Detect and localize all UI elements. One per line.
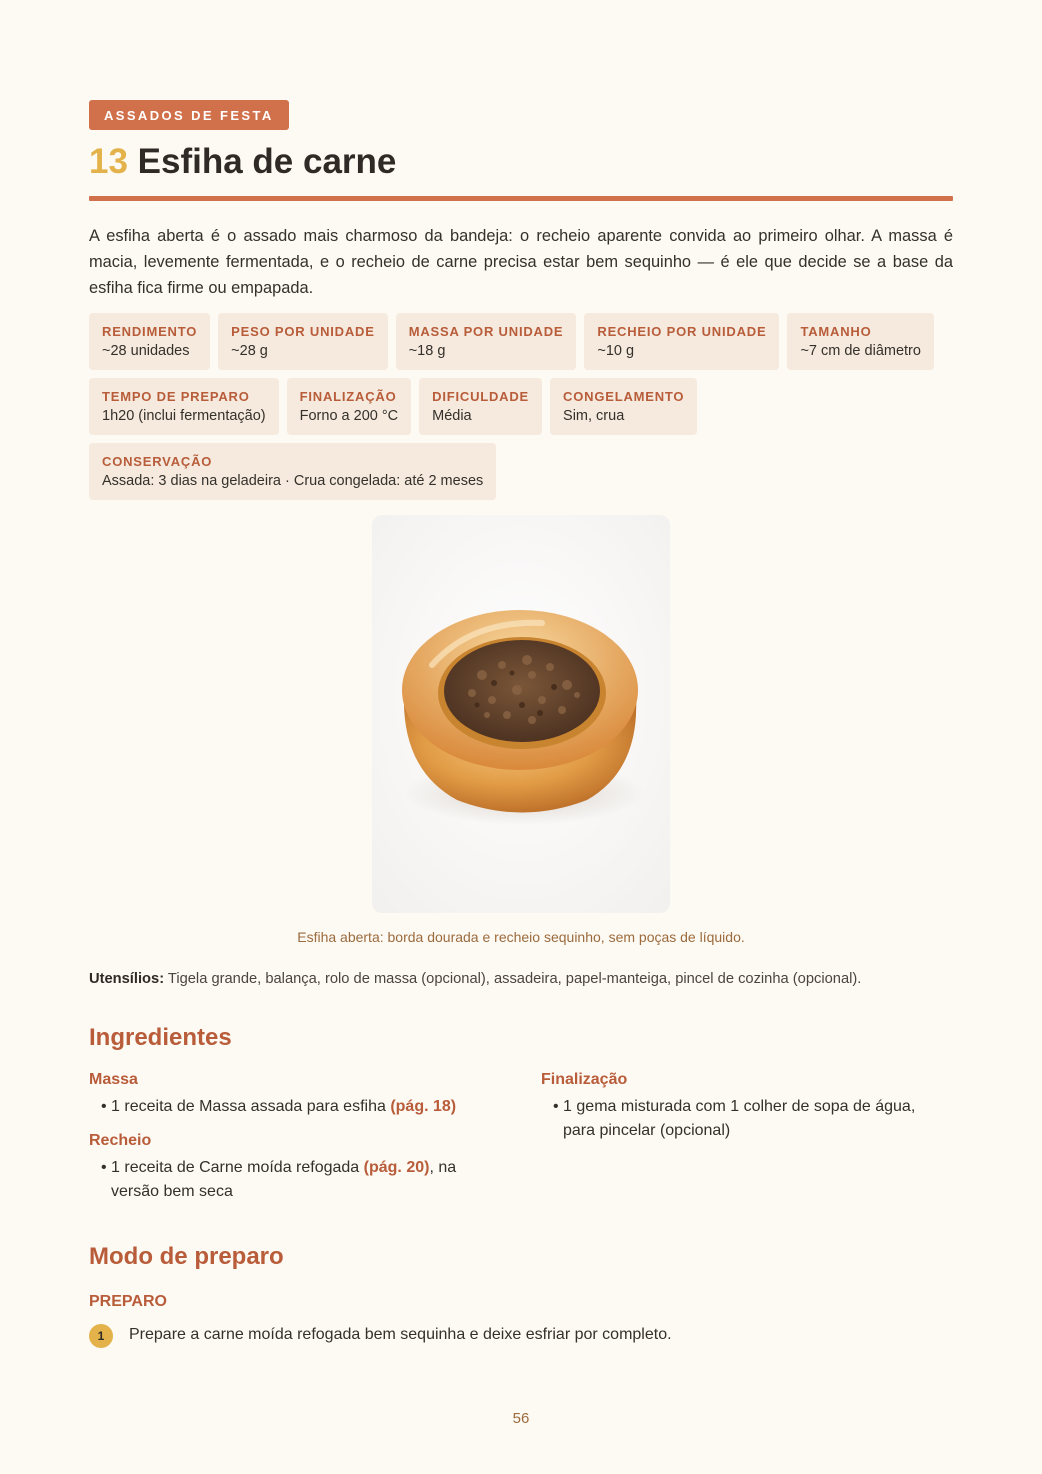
recipe-facts: [89, 313, 953, 500]
list-item: • 1 receita de Massa assada para esfiha (pág. 18): [101, 1098, 457, 1115]
fact-value: Assada: 3 dias na geladeira · Crua congelada: até 2 meses: [102, 473, 484, 489]
recheio-item-tail: , na versão bem seca: [111, 1159, 457, 1200]
photo-caption: Esfiha aberta: borda dourada e recheio sequinho, sem poças de líquido.: [297, 929, 745, 945]
finalizacao-subheading: Finalização: [541, 1071, 628, 1088]
fact-label: MASSA POR UNIDADE: [408, 324, 564, 339]
recheio-item-text: 1 receita de Carne moída refogada: [111, 1159, 364, 1176]
page-number: 56: [512, 1410, 530, 1427]
ingredients-left-column: [89, 1071, 489, 1204]
page-title: [89, 142, 953, 182]
fact-value: Sim, crua: [563, 408, 625, 424]
recipe-page: [89, 100, 953, 1343]
fact-value: ~7 cm de diâmetro: [800, 343, 921, 359]
fact-label: PESO POR UNIDADE: [231, 324, 375, 339]
intro-paragraph: A esfiha aberta é o assado mais charmoso da bandeja: o recheio aparente convida ao primeiro olhar. A massa é macia, levemente fermentada, e o recheio de carne precisa estar bem sequinho — é ele que decide se a base da esfiha fica firme ou empapada.: [89, 227, 953, 297]
recipe-title: Esfiha de carne: [137, 142, 397, 181]
finalizacao-item-text: 1 gema misturada com 1 colher de sopa de água, para pincelar (opcional): [563, 1098, 916, 1139]
title-divider: [89, 196, 953, 201]
fact-value: Média: [432, 408, 472, 424]
fact-value: ~18 g: [408, 343, 446, 359]
fact-label: TEMPO DE PREPARO: [102, 389, 250, 404]
fact-value: ~28 g: [231, 343, 268, 359]
ingredients-right-column: [541, 1071, 941, 1143]
utensils-text: Tigela grande, balança, rolo de massa (opcional), assadeira, papel-manteiga, pincel de cozinha (opcional).: [164, 971, 862, 987]
fact-value: ~10 g: [597, 343, 635, 359]
method-heading: Modo de preparo: [89, 1243, 284, 1270]
fact-rendimento: [89, 313, 210, 370]
recipe-number: 13: [89, 142, 128, 181]
utensils-label: Utensílios:: [89, 971, 165, 987]
fact-tamanho: [787, 313, 934, 370]
fact-peso-por-unidade: [218, 313, 388, 370]
fact-recheio-por-unidade: [584, 313, 779, 370]
fact-label: RECHEIO POR UNIDADE: [597, 324, 767, 339]
utensils-line: [89, 971, 861, 987]
massa-item-text: 1 receita de Massa assada para esfiha: [111, 1098, 391, 1115]
fact-congelamento: [550, 378, 697, 435]
category-badge: ASSADOS DE FESTA: [89, 100, 289, 130]
fact-label: DIFICULDADE: [432, 389, 530, 404]
fact-value: ~28 unidades: [102, 343, 190, 359]
list-item: • 1 receita de Carne moída refogada (pág. 20), na versão bem seca: [101, 1159, 457, 1200]
fact-dificuldade: [419, 378, 542, 435]
step-1: [89, 1324, 953, 1350]
fact-label: TAMANHO: [800, 324, 872, 339]
ingredients-heading: Ingredientes: [89, 1024, 232, 1051]
esfiha-photo: [372, 515, 670, 913]
fact-value: 1h20 (inclui fermentação): [102, 408, 266, 424]
fact-value: Forno a 200 °C: [299, 408, 399, 424]
step-text: Prepare a carne moída refogada bem sequinha e deixe esfriar por completo.: [129, 1326, 672, 1343]
step-number-badge: 1: [89, 1324, 113, 1348]
list-item: • 1 gema misturada com 1 colher de sopa de água, para pincelar (opcional): [553, 1098, 916, 1139]
fact-tempo-de-preparo: [89, 378, 279, 435]
massa-page-ref[interactable]: (pág. 18): [390, 1098, 457, 1115]
preparo-subheading: PREPARO: [89, 1293, 167, 1310]
fact-label: FINALIZAÇÃO: [299, 389, 397, 404]
fact-conservacao: [89, 443, 496, 500]
fact-label: CONGELAMENTO: [563, 389, 685, 404]
recheio-subheading: Recheio: [89, 1132, 152, 1149]
massa-subheading: Massa: [89, 1071, 138, 1088]
fact-massa-por-unidade: [396, 313, 577, 370]
fact-finalizacao: [287, 378, 412, 435]
fact-label: CONSERVAÇÃO: [102, 454, 213, 469]
recheio-page-ref[interactable]: (pág. 20): [363, 1159, 430, 1176]
fact-label: RENDIMENTO: [102, 324, 198, 339]
